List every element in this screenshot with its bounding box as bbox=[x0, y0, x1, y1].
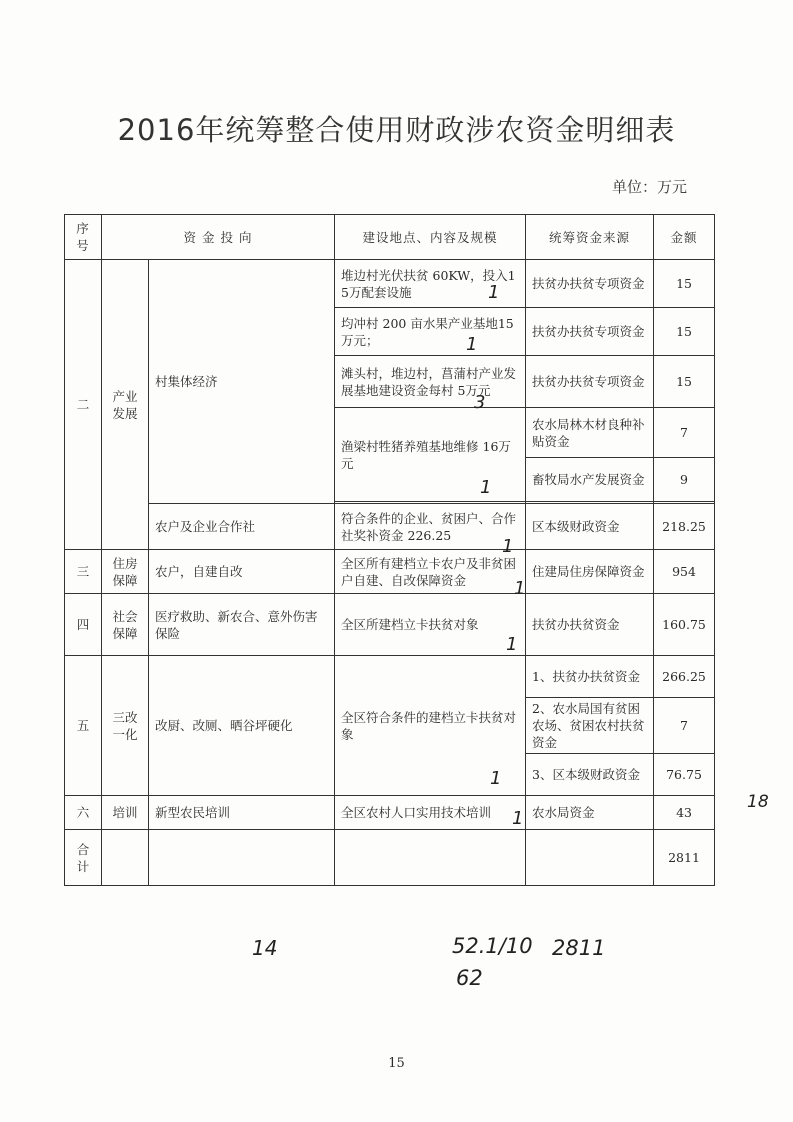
amount-cell: 218.25 bbox=[654, 504, 715, 550]
header-source: 统筹资金来源 bbox=[526, 215, 654, 260]
category-cell: 培训 bbox=[102, 796, 149, 830]
source-cell: 农水局林木材良种补贴资金 bbox=[526, 408, 654, 458]
header-amount: 金额 bbox=[654, 215, 715, 260]
seq-cell: 三 bbox=[65, 550, 102, 594]
seq-cell: 二 bbox=[65, 260, 102, 550]
amount-cell: 76.75 bbox=[654, 754, 715, 796]
source-cell: 扶贫办扶贫专项资金 bbox=[526, 308, 654, 356]
amount-cell: 266.25 bbox=[654, 656, 715, 698]
header-direction: 资 金 投 向 bbox=[102, 215, 335, 260]
category-cell: 社会保障 bbox=[102, 594, 149, 656]
total-label: 合计 bbox=[65, 830, 102, 886]
category-cell: 三改一化 bbox=[102, 656, 149, 796]
content-cell: 全区所建档立卡扶贫对象 bbox=[335, 594, 526, 656]
source-cell: 2、农水局国有贫困农场、贫困农村扶贫资金 bbox=[526, 698, 654, 754]
handwritten-note: 52.1/10 bbox=[452, 934, 533, 958]
fund-detail-table bbox=[64, 214, 715, 886]
empty-cell bbox=[149, 830, 335, 886]
content-cell: 均冲村 200 亩水果产业基地15万元； bbox=[335, 308, 526, 356]
handwritten-mark: 3 bbox=[474, 392, 486, 413]
handwritten-note: 18 bbox=[747, 792, 769, 812]
category-cell: 产业发展 bbox=[102, 260, 149, 550]
source-cell: 区本级财政资金 bbox=[526, 504, 654, 550]
handwritten-note: 2811 bbox=[552, 936, 606, 960]
subcategory-cell: 改厨、改厕、晒谷坪硬化 bbox=[149, 656, 335, 796]
subcategory-cell: 农户，自建自改 bbox=[149, 550, 335, 594]
category-cell: 住房保障 bbox=[102, 550, 149, 594]
header-seq: 序号 bbox=[65, 215, 102, 260]
table-row bbox=[65, 504, 715, 550]
table-row bbox=[65, 594, 715, 656]
handwritten-mark: 1 bbox=[506, 634, 518, 655]
source-cell: 住建局住房保障资金 bbox=[526, 550, 654, 594]
handwritten-note: 14 bbox=[252, 936, 278, 960]
table-row bbox=[65, 550, 715, 594]
handwritten-mark: 1 bbox=[514, 578, 526, 599]
page-title: 2016年统筹整合使用财政涉农资金明细表 bbox=[117, 113, 676, 147]
amount-cell: 15 bbox=[654, 356, 715, 408]
content-cell: 堆边村光伏扶贫 60KW，投入15万配套设施 bbox=[335, 260, 526, 308]
subcategory-cell: 医疗救助、新农合、意外伤害保险 bbox=[149, 594, 335, 656]
content-cell: 全区所有建档立卡农户及非贫困户自建、自改保障资金 bbox=[335, 550, 526, 594]
handwritten-mark: 1 bbox=[512, 808, 524, 829]
empty-cell bbox=[335, 830, 526, 886]
amount-cell: 7 bbox=[654, 698, 715, 754]
empty-cell bbox=[526, 830, 654, 886]
handwritten-mark: 1 bbox=[480, 477, 492, 498]
amount-cell: 15 bbox=[654, 260, 715, 308]
subcategory-cell: 新型农民培训 bbox=[149, 796, 335, 830]
table-row bbox=[65, 796, 715, 830]
seq-cell: 五 bbox=[65, 656, 102, 796]
handwritten-note: 62 bbox=[456, 966, 483, 990]
source-cell: 1、扶贫办扶贫资金 bbox=[526, 656, 654, 698]
table-row bbox=[65, 260, 715, 308]
header-row bbox=[65, 215, 715, 260]
handwritten-mark: 1 bbox=[488, 282, 500, 303]
source-cell: 畜牧局水产发展资金 bbox=[526, 458, 654, 502]
subcategory-cell: 村集体经济 bbox=[149, 260, 335, 504]
header-content: 建设地点、内容及规模 bbox=[335, 215, 526, 260]
source-cell: 3、区本级财政资金 bbox=[526, 754, 654, 796]
content-cell: 渔梁村牲猪养殖基地维修 16万元 bbox=[335, 408, 526, 502]
content-cell: 全区符合条件的建档立卡扶贫对象 bbox=[335, 656, 526, 796]
total-row bbox=[65, 830, 715, 886]
amount-cell: 7 bbox=[654, 408, 715, 458]
seq-cell: 四 bbox=[65, 594, 102, 656]
amount-cell: 954 bbox=[654, 550, 715, 594]
source-cell: 扶贫办扶贫资金 bbox=[526, 594, 654, 656]
seq-cell: 六 bbox=[65, 796, 102, 830]
content-cell: 滩头村，堆边村，菖蒲村产业发展基地建设资金每村 5万元 bbox=[335, 356, 526, 408]
handwritten-mark: 1 bbox=[502, 536, 514, 557]
content-cell: 符合条件的企业、贫困户、合作社奖补资金 226.25 bbox=[335, 504, 526, 550]
handwritten-mark: 1 bbox=[466, 334, 478, 355]
page-number: 15 bbox=[388, 1056, 405, 1071]
source-cell: 农水局资金 bbox=[526, 796, 654, 830]
amount-cell: 43 bbox=[654, 796, 715, 830]
source-cell: 扶贫办扶贫专项资金 bbox=[526, 356, 654, 408]
handwritten-mark: 1 bbox=[490, 768, 502, 789]
content-cell: 全区农村人口实用技术培训 bbox=[335, 796, 526, 830]
amount-cell: 9 bbox=[654, 458, 715, 502]
amount-cell: 15 bbox=[654, 308, 715, 356]
subcategory-cell: 农户及企业合作社 bbox=[149, 504, 335, 550]
amount-cell: 160.75 bbox=[654, 594, 715, 656]
source-cell: 扶贫办扶贫专项资金 bbox=[526, 260, 654, 308]
total-amount: 2811 bbox=[654, 830, 715, 886]
empty-cell bbox=[102, 830, 149, 886]
unit-label: 单位：万元 bbox=[612, 178, 688, 196]
table-row bbox=[65, 656, 715, 698]
